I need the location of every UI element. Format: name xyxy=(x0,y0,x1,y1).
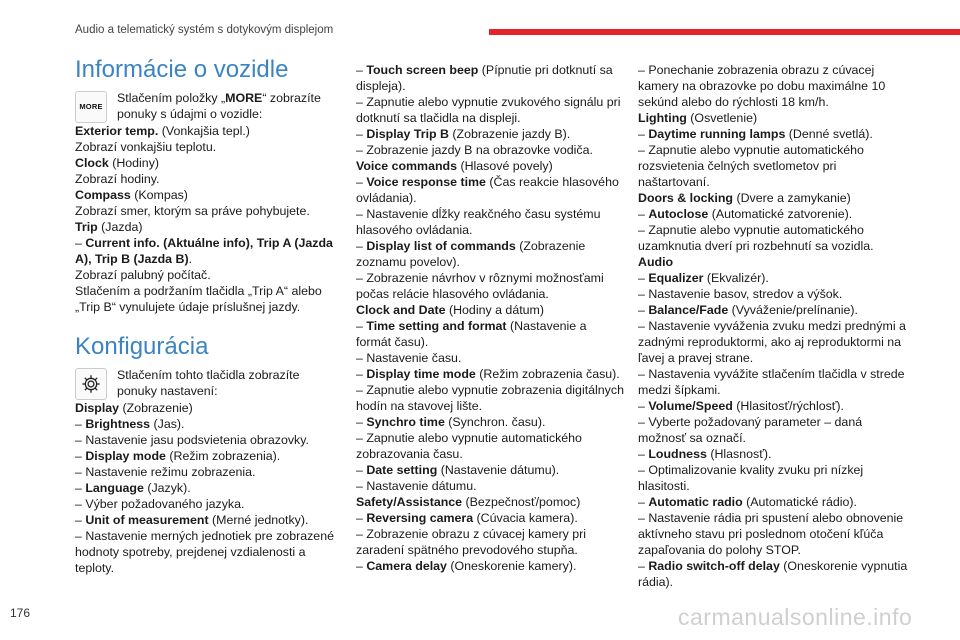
text-line: – Nastavenie režimu zobrazenia. xyxy=(75,465,256,479)
text-line: – Display list of commands (Zobrazenie zoznamu povelov). xyxy=(356,239,586,269)
text-line: Display (Zobrazenie) xyxy=(75,401,193,415)
text-line: Zobrazí hodiny. xyxy=(75,172,160,186)
more-intro xyxy=(75,90,337,123)
text-line: Lighting (Osvetlenie) xyxy=(638,111,758,125)
section-title-configuration: Konfigurácia xyxy=(75,333,209,360)
page-number: 176 xyxy=(10,606,31,620)
text-line: – Volume/Speed (Hlasitosť/rýchlosť). xyxy=(638,399,845,413)
text-line: – Touch screen beep (Pípnutie pri dotknutí sa displeja). xyxy=(356,63,613,93)
text-line: Trip (Jazda) xyxy=(75,220,143,234)
text-line: – Výber požadovaného jazyka. xyxy=(75,497,245,511)
config-intro xyxy=(75,367,337,400)
text-line: – Radio switch-off delay (Oneskorenie vypnutia rádia). xyxy=(638,559,908,589)
text-line: – Nastavenie času. xyxy=(356,351,462,365)
text-line: Exterior temp. (Vonkajšia tepl.) xyxy=(75,124,250,138)
text-line: – Zapnutie alebo vypnutie automatického rozsvietenia čelných svetlometov pri naštartovaní. xyxy=(638,143,864,189)
text-line: – Daytime running lamps (Denné svetlá). xyxy=(638,127,873,141)
text-line: – Display Trip B (Zobrazenie jazdy B). xyxy=(356,127,571,141)
text-line: – Camera delay (Oneskorenie kamery). xyxy=(356,559,577,573)
text-line: – Vyberte požadovaný parameter – daná možnosť sa označí. xyxy=(638,415,863,445)
text-line: Clock (Hodiny) xyxy=(75,156,160,170)
watermark: carmanualsonline.info xyxy=(678,604,913,630)
text-line: – Date setting (Nastavenie dátumu). xyxy=(356,463,560,477)
text-line: – Zobrazenie jazdy B na obrazovke vodiča. xyxy=(356,143,593,157)
text-line: – Zobrazenie návrhov v rôznymi možnosťami počas relácie hlasového ovládania. xyxy=(356,271,604,301)
text-line: – Language (Jazyk). xyxy=(75,481,191,495)
header-title: Audio a telematický systém s dotykovým displejom xyxy=(75,24,334,36)
text-line: – Nastavenie basov, stredov a výšok. xyxy=(638,287,843,301)
text-line: Compass (Kompas) xyxy=(75,188,188,202)
column-2 xyxy=(356,62,624,574)
text-line: – Balance/Fade (Vyváženie/prelínanie). xyxy=(638,303,858,317)
text-line: Audio xyxy=(638,255,674,269)
gear-icon xyxy=(75,368,107,400)
text-line: – Display mode (Režim zobrazenia). xyxy=(75,449,281,463)
text-line: – Nastavenie dĺžky reakčného času systému hlasového ovládania. xyxy=(356,207,601,237)
text-line: – Zapnutie alebo vypnutie automatického zobrazovania času. xyxy=(356,431,582,461)
text-line: Zobrazí smer, ktorým sa práve pohybujete. xyxy=(75,204,310,218)
text-line: – Nastavenie jasu podsvietenia obrazovky. xyxy=(75,433,309,447)
text-line: – Zapnutie alebo vypnutie automatického uzamknutia dverí pri rozbehnutí sa vozidla. xyxy=(638,223,874,253)
text-line: – Reversing camera (Cúvacia kamera). xyxy=(356,511,578,525)
text-line: – Current info. (Aktuálne info), Trip A (Jazda A), Trip B (Jazda B). xyxy=(75,236,333,266)
vehicle-info-lines xyxy=(75,123,337,315)
text-line: – Voice response time (Čas reakcie hlasového ovládania). xyxy=(356,175,619,205)
text-line: Stlačením tohto tlačidla zobrazíte ponuky nastavení: xyxy=(117,368,300,398)
text-line: – Synchro time (Synchron. času). xyxy=(356,415,546,429)
text-line: – Brightness (Jas). xyxy=(75,417,185,431)
text-line: – Nastavenia vyvážite stlačením tlačidla v strede medzi šípkami. xyxy=(638,367,905,397)
text-line: – Autoclose (Automatické zatvorenie). xyxy=(638,207,853,221)
text-line: – Nastavenie merných jednotiek pre zobrazené hodnoty spotreby, prejdenej vzdialenosti a teploty. xyxy=(75,529,334,575)
text-line: – Nastavenie rádia pri spustení alebo obnovenie aktívneho stavu pri poslednom otočení kľúča zapaľovania do polohy STOP. xyxy=(638,511,904,557)
section-title-vehicle-info: Informácie o vozidle xyxy=(75,56,289,83)
text-line: Stlačením položky „MORE“ zobrazíte ponuky s údajmi o vozidle: xyxy=(117,91,321,121)
text-line: Zobrazí palubný počítač. xyxy=(75,268,211,282)
more-icon xyxy=(75,91,107,123)
text-line: – Nastavenie dátumu. xyxy=(356,479,477,493)
text-line: – Equalizer (Ekvalizér). xyxy=(638,271,769,285)
text-line: – Zobrazenie obrazu z cúvacej kamery pri zaradení spätného prevodového stupňa. xyxy=(356,527,587,557)
gear-icon-svg xyxy=(80,373,102,395)
text-line: – Loudness (Hlasnosť). xyxy=(638,447,772,461)
text-line: Zobrazí vonkajšiu teplotu. xyxy=(75,140,217,154)
text-line: Doors & locking (Dvere a zamykanie) xyxy=(638,191,851,205)
column-3 xyxy=(638,62,908,590)
text-line: – Zapnutie alebo vypnutie zobrazenia digitálnych hodín na stavovej lište. xyxy=(356,383,624,413)
more-icon-label: MORE xyxy=(79,102,103,111)
column-1 xyxy=(75,56,337,576)
text-line: Safety/Assistance (Bezpečnosť/pomoc) xyxy=(356,495,581,509)
configuration-lines xyxy=(75,400,337,576)
header-accent-bar xyxy=(489,29,960,35)
text-line: – Display time mode (Režim zobrazenia času). xyxy=(356,367,620,381)
text-line: – Unit of measurement (Merné jednotky). xyxy=(75,513,309,527)
text-line: Clock and Date (Hodiny a dátum) xyxy=(356,303,544,317)
text-line: – Nastavenie vyváženia zvuku medzi prednými a zadnými reproduktormi, ako aj reproduktormi na ľavej a pravej strane. xyxy=(638,319,906,365)
text-line: – Time setting and format (Nastavenie a formát času). xyxy=(356,319,587,349)
text-line: – Ponechanie zobrazenia obrazu z cúvacej kamery na obrazovke po dobu maximálne 10 sekúnd alebo do rýchlosti 18 km/h. xyxy=(638,63,886,109)
text-line: – Automatic radio (Automatické rádio). xyxy=(638,495,857,509)
text-line: – Optimalizovanie kvality zvuku pri nízkej hlasitosti. xyxy=(638,463,864,493)
text-line: – Zapnutie alebo vypnutie zvukového signálu pri dotknutí sa tlačidla na displeji. xyxy=(356,95,621,125)
text-line: Voice commands (Hlasové povely) xyxy=(356,159,553,173)
text-line: Stlačením a podržaním tlačidla „Trip A“ alebo „Trip B“ vynulujete údaje príslušnej jazdy. xyxy=(75,284,322,314)
